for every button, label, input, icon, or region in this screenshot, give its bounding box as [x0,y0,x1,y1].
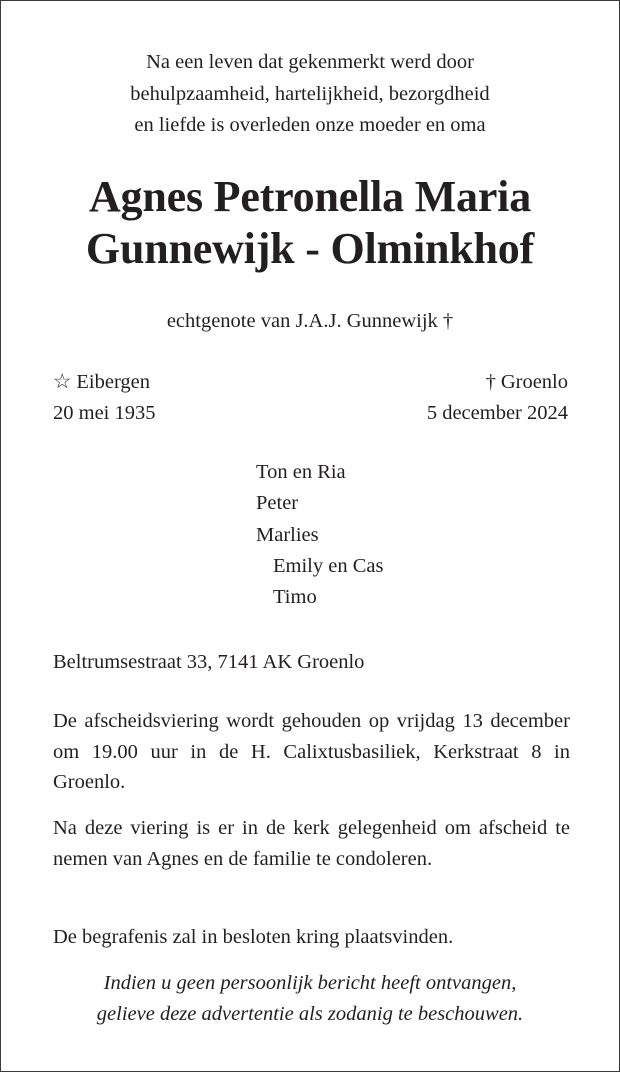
burial-paragraph: De begrafenis zal in besloten kring plaatsvinden. [53,926,454,948]
death-info [427,367,568,429]
intro-line: Na een leven dat gekenmerkt werd door [146,51,474,73]
condolence-paragraph: Na deze viering is er in de kerk gelegenheid om afscheid te nemen van Agnes en de familie te condoleren. [53,817,570,870]
ceremony-paragraph: De afscheidsviering wordt gehouden op vrijdag 13 december om 19.00 uur in de H. Calixtusbasiliek, Kerkstraat 8 in Groenlo. [53,710,570,793]
death-place-row [427,367,568,398]
family-member: Peter [256,492,299,515]
birth-place: Eibergen [76,371,151,393]
death-place: Groenlo [500,371,568,393]
notice-line: gelieve deze advertentie als zodanig te beschouwen. [96,1002,524,1025]
spouse-line: echtgenote van J.A.J. Gunnewijk † [166,310,454,332]
family-member: Ton en Ria [256,461,346,483]
notice-text [1,968,619,1029]
grandchild: Timo [273,586,317,609]
grandchild: Emily en Cas [273,554,384,577]
birth-info [53,367,156,429]
address: Beltrumsestraat 33, 7141 AK Groenlo [53,651,365,673]
intro-line: en liefde is overleden onze moeder en oma [134,114,486,136]
name-line-second: Gunnewijk - Olminkhof [85,224,535,273]
notice-line: Indien u geen persoonlijk bericht heeft ontvangen, [103,972,517,994]
intro-line: behulpzaamheid, hartelijkheid, bezorgdheid [130,82,490,105]
death-date: 5 december 2024 [426,402,568,424]
family-member: Marlies [256,523,319,546]
star-icon: ☆ [53,371,72,393]
cross-icon: † [485,371,496,393]
intro-text [1,47,619,142]
birth-place-row [53,367,156,398]
birth-date: 20 mei 1935 [53,402,156,424]
deceased-name [1,171,619,275]
name-line-first: Agnes Petronella Maria [88,172,532,221]
family-list [256,457,383,613]
